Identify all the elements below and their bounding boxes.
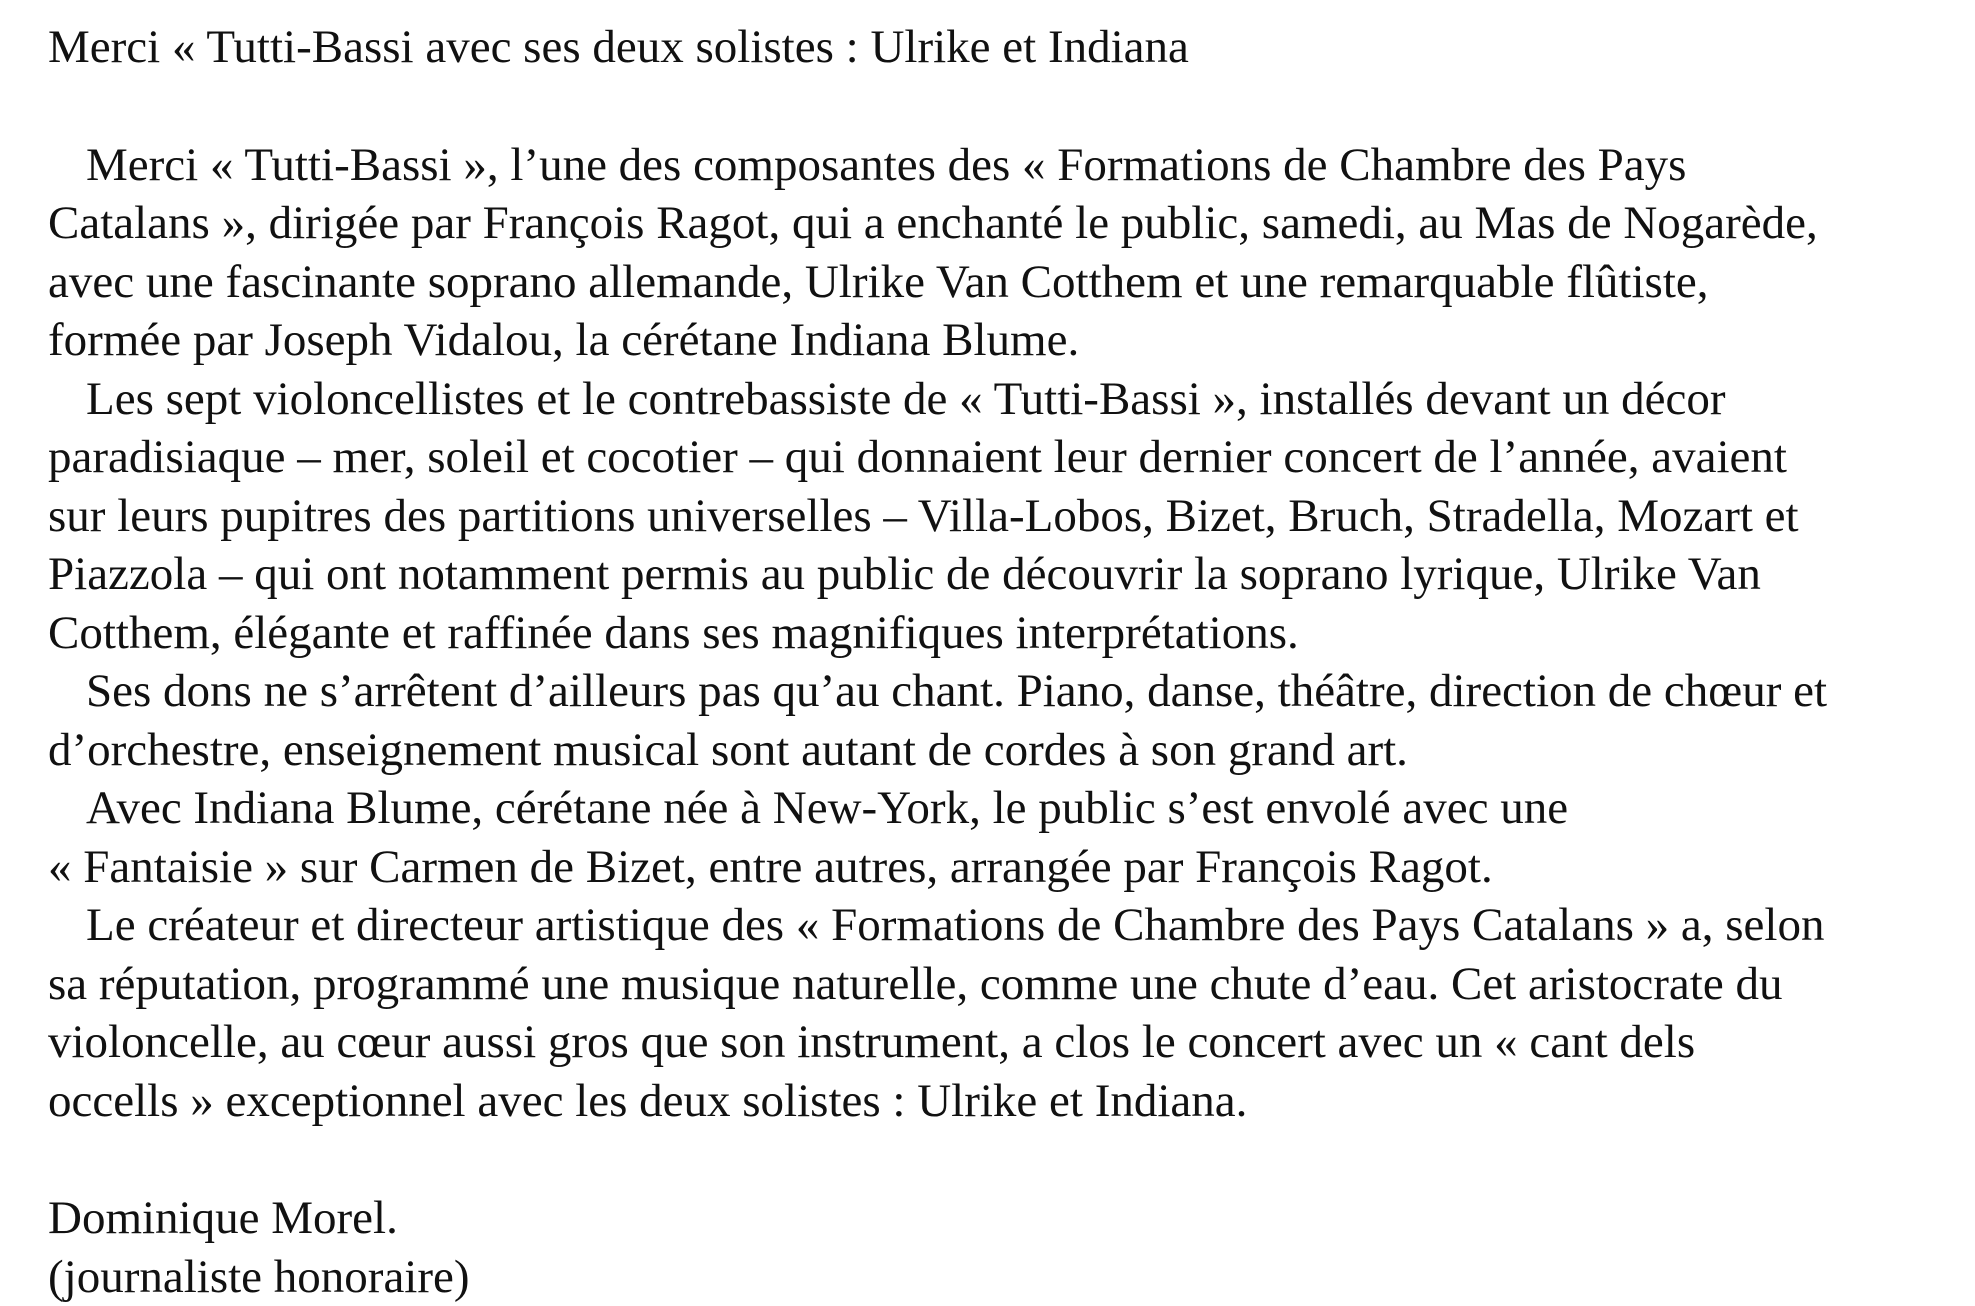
paragraph-line: Le créateur et directeur artistique des « Formations de Chambre des Pays Catalans » a, selon: [48, 896, 1953, 955]
author-name: Dominique Morel.: [48, 1189, 1953, 1248]
paragraph-4: [48, 779, 1953, 896]
paragraph-line: Catalans », dirigée par François Ragot, qui a enchanté le public, samedi, au Mas de Nogarède,: [48, 194, 1953, 253]
paragraph-line: Piazzola – qui ont notamment permis au public de découvrir la soprano lyrique, Ulrike Van: [48, 545, 1953, 604]
paragraph-line: paradisiaque – mer, soleil et cocotier – qui donnaient leur dernier concert de l’année, avaient: [48, 428, 1953, 487]
paragraph-line: d’orchestre, enseignement musical sont autant de cordes à son grand art.: [48, 721, 1953, 780]
document-page: [48, 18, 1953, 1306]
paragraph-2: [48, 370, 1953, 663]
paragraph-line: Merci « Tutti-Bassi », l’une des composantes des « Formations de Chambre des Pays: [48, 136, 1953, 195]
paragraph-line: « Fantaisie » sur Carmen de Bizet, entre autres, arrangée par François Ragot.: [48, 838, 1953, 897]
document-title: Merci « Tutti-Bassi avec ses deux solistes : Ulrike et Indiana: [48, 18, 1953, 77]
author-role: (journaliste honoraire): [48, 1248, 1953, 1306]
paragraph-line: sur leurs pupitres des partitions universelles – Villa-Lobos, Bizet, Bruch, Stradella, Mozart et: [48, 487, 1953, 546]
signature-block: [48, 1189, 1953, 1306]
paragraph-line: sa réputation, programmé une musique naturelle, comme une chute d’eau. Cet aristocrate du: [48, 955, 1953, 1014]
article-body: [48, 136, 1953, 1131]
paragraph-line: Cotthem, élégante et raffinée dans ses magnifiques interprétations.: [48, 604, 1953, 663]
paragraph-line: Avec Indiana Blume, cérétane née à New-York, le public s’est envolé avec une: [48, 779, 1953, 838]
paragraph-line: Ses dons ne s’arrêtent d’ailleurs pas qu’au chant. Piano, danse, théâtre, direction de chœur et: [48, 662, 1953, 721]
paragraph-line: avec une fascinante soprano allemande, Ulrike Van Cotthem et une remarquable flûtiste,: [48, 253, 1953, 312]
paragraph-3: [48, 662, 1953, 779]
paragraph-line: formée par Joseph Vidalou, la cérétane Indiana Blume.: [48, 311, 1953, 370]
paragraph-line: Les sept violoncellistes et le contrebassiste de « Tutti-Bassi », installés devant un décor: [48, 370, 1953, 429]
paragraph-line: violoncelle, au cœur aussi gros que son instrument, a clos le concert avec un « cant dels: [48, 1013, 1953, 1072]
paragraph-5: [48, 896, 1953, 1130]
paragraph-line: occells » exceptionnel avec les deux solistes : Ulrike et Indiana.: [48, 1072, 1953, 1131]
paragraph-1: [48, 136, 1953, 370]
